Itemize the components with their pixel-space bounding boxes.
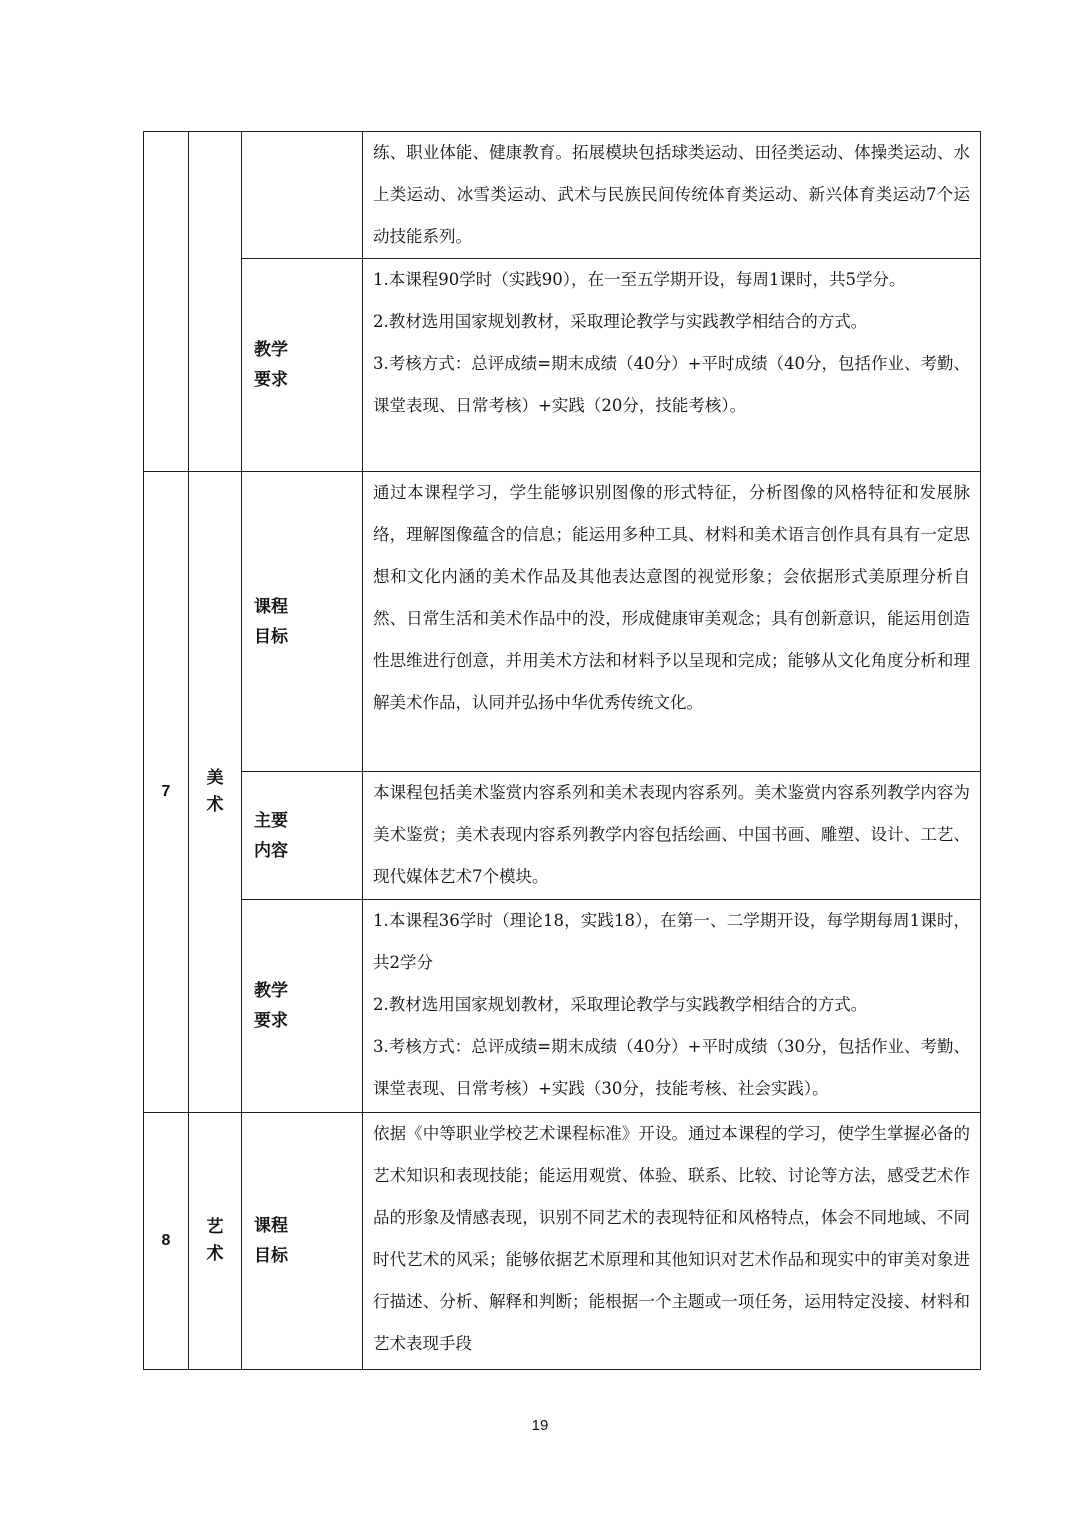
category-label: 目标: [254, 626, 288, 647]
table-row: [144, 1113, 981, 1370]
row-number-cell: 8: [144, 1113, 189, 1370]
subject-cell: [189, 472, 242, 1113]
content-paragraph: 3.考核方式：总评成绩=期末成绩（40分）+平时成绩（30分，包括作业、考勤、课堂表现、日常考核）+实践（30分，技能考核、社会实践）。: [373, 1037, 970, 1098]
content-cell: [363, 472, 981, 772]
category-label: 要求: [254, 370, 288, 390]
content-paragraph: 依据《中等职业学校艺术课程标准》开设。通过本课程的学习，使学生掌握必备的艺术知识和表现技能；能运用观赏、体验、联系、比较、讨论等方法，感受艺术作品的形象及情感表现，识别不同艺术的表现特征和风格特点，体会不同地域、不同时代艺术的风采；能够依据艺术原理和其他知识对艺术作品和现实中的审美对象进行描述、分析、解释和判断；能根据一个主题或一项任务，运用特定没接、材料和艺术表现手段: [373, 1124, 970, 1353]
category-label: 主要: [254, 810, 288, 831]
category-cell: [242, 1113, 363, 1370]
category-label: 课程: [254, 1216, 288, 1236]
subject-cell: [189, 132, 242, 472]
content-cell: [363, 900, 981, 1113]
category-cell: [242, 132, 363, 259]
category-label: 要求: [254, 1011, 288, 1031]
category-cell: [242, 900, 363, 1113]
content-paragraph: 3.考核方式：总评成绩=期末成绩（40分）+平时成绩（40分，包括作业、考勤、课堂表现、日常考核）+实践（20分，技能考核）。: [373, 354, 970, 415]
content-paragraph: 1.本课程36学时（理论18，实践18），在第一、二学期开设，每学期每周1课时，共2学分: [373, 911, 970, 972]
subject-name: 美术: [206, 768, 224, 815]
category-label: 目标: [254, 1246, 288, 1266]
row-number-cell: [144, 132, 189, 472]
subject-cell: [189, 1113, 242, 1370]
table-row: [144, 900, 981, 1113]
category-label: 内容: [254, 840, 288, 861]
table-row: [144, 772, 981, 900]
category-cell: [242, 472, 363, 772]
page-number: 19: [531, 1417, 549, 1434]
category-cell: [242, 772, 363, 900]
row-number-cell: 7: [144, 472, 189, 1113]
content-paragraph: 通过本课程学习，学生能够识别图像的形式特征，分析图像的风格特征和发展脉络，理解图像蕴含的信息；能运用多种工具、材料和美术语言创作具有具有一定思想和文化内涵的美术作品及其他表达意图的视觉形象；会依据形式美原理分析自然、日常生活和美术作品中的没，形成健康审美观念；具有创新意识，能运用创造性思维进行创意，并用美术方法和材料予以呈现和完成；能够从文化角度分析和理解美术作品，认同并弘扬中华优秀传统文化。: [373, 483, 970, 712]
table-row: [144, 259, 981, 472]
table-row: [144, 472, 981, 772]
content-paragraph: 2.教材选用国家规划教材，采取理论教学与实践教学相结合的方式。: [373, 312, 868, 331]
content-paragraph: 练、职业体能、健康教育。拓展模块包括球类运动、田径类运动、体操类运动、水上类运动、冰雪类运动、武术与民族民间传统体育类运动、新兴体育类运动7个运动技能系列。: [373, 143, 970, 246]
content-paragraph: 1.本课程90学时（实践90），在一至五学期开设，每周1课时，共5学分。: [373, 270, 906, 289]
table-row: [144, 132, 981, 259]
category-label: 课程: [254, 596, 288, 617]
content-paragraph: 本课程包括美术鉴赏内容系列和美术表现内容系列。美术鉴赏内容系列教学内容为美术鉴赏；美术表现内容系列教学内容包括绘画、中国书画、雕塑、设计、工艺、现代媒体艺术7个模块。: [373, 783, 970, 886]
content-cell: [363, 772, 981, 900]
category-label: 教学: [254, 981, 288, 1001]
category-label: 教学: [254, 340, 288, 360]
content-paragraph: 2.教材选用国家规划教材，采取理论教学与实践教学相结合的方式。: [373, 995, 868, 1014]
content-cell: [363, 1113, 981, 1370]
curriculum-table: [143, 131, 981, 1370]
category-cell: [242, 259, 363, 472]
content-cell: [363, 259, 981, 472]
subject-name: 艺术: [206, 1217, 224, 1264]
content-cell: [363, 132, 981, 259]
